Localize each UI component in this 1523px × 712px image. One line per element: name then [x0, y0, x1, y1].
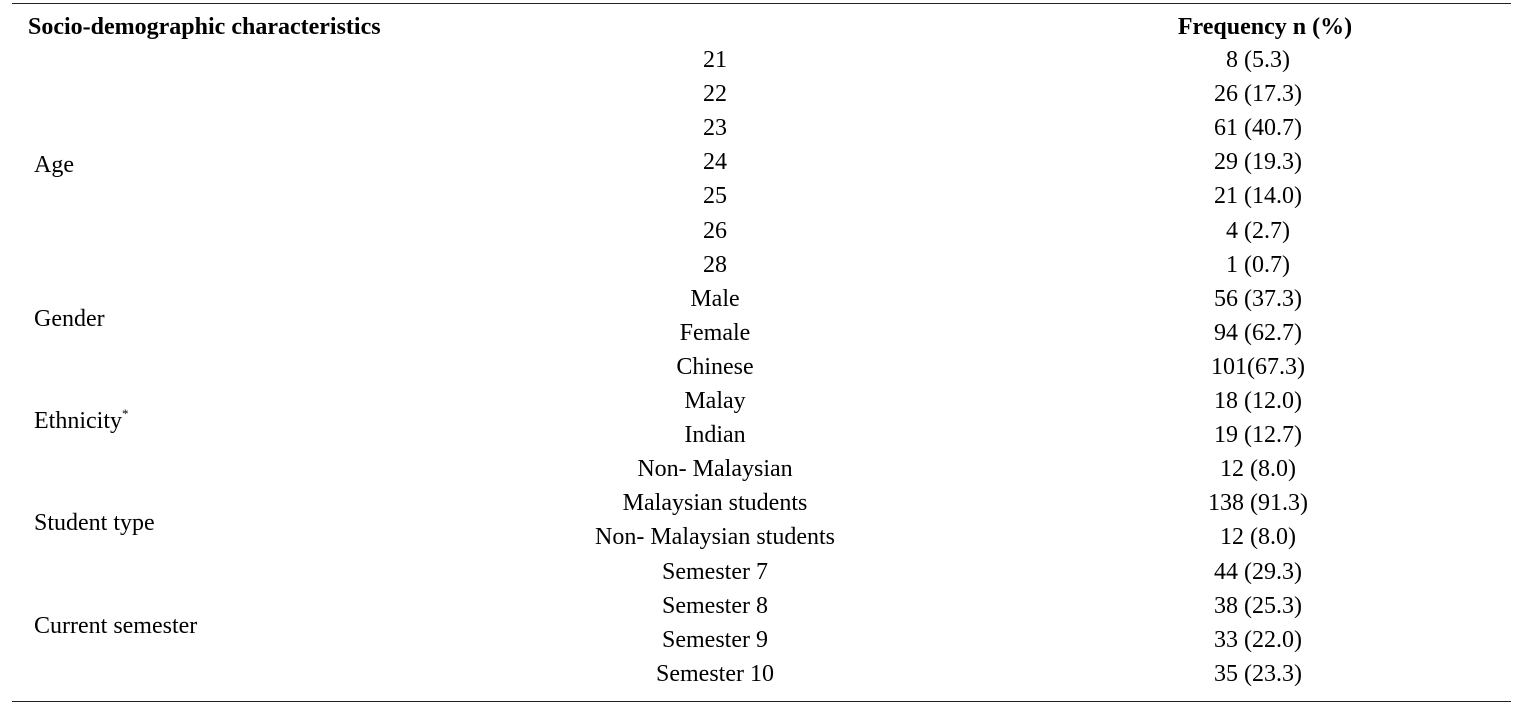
group-label [34, 609, 197, 643]
row-item: Indian [684, 422, 746, 448]
row-frequency: 61 (40.7) [1214, 115, 1302, 141]
row-frequency: 56 (37.3) [1214, 286, 1302, 312]
group-label [34, 506, 155, 540]
group-label-text: Current semester [34, 613, 198, 639]
row-item: Semester 10 [656, 661, 774, 687]
row-item: 21 [703, 47, 727, 73]
row-item: Non- Malaysian students [595, 524, 835, 550]
row-frequency: 38 (25.3) [1214, 593, 1302, 619]
table-top-rule [12, 3, 1511, 4]
row-item: Chinese [676, 354, 754, 380]
row-item: Semester 7 [662, 559, 768, 585]
row-frequency: 4 (2.7) [1226, 218, 1290, 244]
row-frequency: 29 (19.3) [1214, 149, 1302, 175]
row-item: 25 [703, 183, 727, 209]
row-item: 26 [703, 218, 727, 244]
group-label-text: Student type [34, 510, 155, 536]
row-frequency: 19 (12.7) [1214, 422, 1302, 448]
row-frequency: 21 (14.0) [1214, 183, 1302, 209]
row-frequency: 12 (8.0) [1220, 456, 1296, 482]
row-frequency: 26 (17.3) [1214, 81, 1302, 107]
row-item: Male [690, 286, 740, 312]
row-item: Female [679, 320, 751, 346]
row-item: Malaysian students [622, 490, 808, 516]
group-label-text: Age [34, 152, 74, 178]
row-frequency: 44 (29.3) [1214, 559, 1302, 585]
group-label-text: Ethnicity [34, 408, 122, 434]
row-frequency: 138 (91.3) [1208, 490, 1308, 516]
group-label [34, 148, 74, 182]
row-item: Semester 9 [662, 627, 768, 653]
group-label-text: Gender [34, 306, 105, 332]
row-frequency: 94 (62.7) [1214, 320, 1302, 346]
row-item: 24 [703, 149, 727, 175]
row-item: 23 [703, 115, 727, 141]
header-characteristics: Socio-demographic characteristics [28, 14, 381, 40]
row-frequency: 8 (5.3) [1226, 47, 1290, 73]
row-frequency: 33 (22.0) [1214, 627, 1302, 653]
group-label [34, 302, 105, 336]
row-item: Semester 8 [662, 593, 768, 619]
row-item: Non- Malaysian [637, 456, 793, 482]
row-frequency: 1 (0.7) [1226, 252, 1290, 278]
row-frequency: 35 (23.3) [1214, 661, 1302, 687]
table-bottom-rule [12, 701, 1511, 702]
row-item: Malay [684, 388, 746, 414]
row-item: 28 [703, 252, 727, 278]
row-item: 22 [703, 81, 727, 107]
group-label [34, 404, 128, 438]
row-frequency: 18 (12.0) [1214, 388, 1302, 414]
row-frequency: 12 (8.0) [1220, 524, 1296, 550]
footnote-marker: * [121, 406, 129, 421]
row-frequency: 101(67.3) [1211, 354, 1305, 380]
header-frequency: Frequency n (%) [1177, 14, 1353, 40]
